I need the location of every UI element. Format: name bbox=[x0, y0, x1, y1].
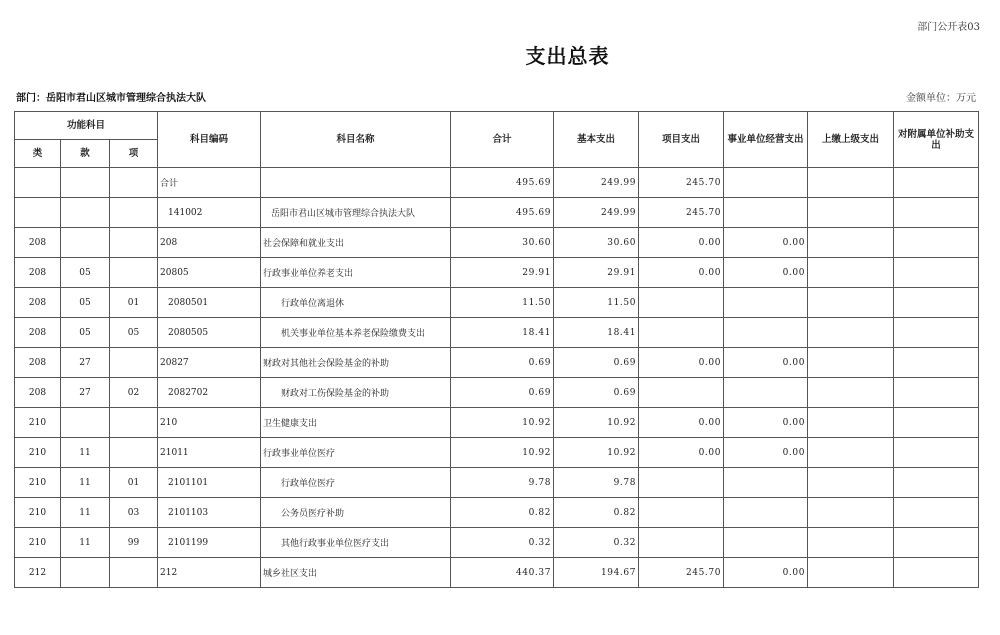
cell-total: 495.69 bbox=[451, 198, 554, 228]
cell-total: 0.32 bbox=[451, 528, 554, 558]
cell-basic: 10.92 bbox=[554, 408, 639, 438]
cell-kuan: 11 bbox=[61, 528, 110, 558]
cell-basic: 249.99 bbox=[554, 168, 639, 198]
cell-xiang bbox=[110, 258, 158, 288]
header-total: 合计 bbox=[451, 112, 554, 168]
cell-upper bbox=[808, 228, 894, 258]
cell-business bbox=[724, 198, 808, 228]
cell-subject-code: 2080501 bbox=[158, 288, 261, 318]
cell-subject-name: 行政事业单位养老支出 bbox=[261, 258, 451, 288]
cell-xiang: 03 bbox=[110, 498, 158, 528]
cell-project: 0.00 bbox=[639, 228, 724, 258]
cell-total: 18.41 bbox=[451, 318, 554, 348]
cell-lei bbox=[15, 168, 61, 198]
table-row bbox=[15, 318, 979, 348]
cell-basic: 194.67 bbox=[554, 558, 639, 588]
cell-basic: 0.82 bbox=[554, 498, 639, 528]
table-row bbox=[15, 558, 979, 588]
cell-kuan: 11 bbox=[61, 438, 110, 468]
cell-lei: 210 bbox=[15, 528, 61, 558]
cell-subject-name: 其他行政事业单位医疗支出 bbox=[261, 528, 451, 558]
cell-project: 0.00 bbox=[639, 348, 724, 378]
cell-total: 0.82 bbox=[451, 498, 554, 528]
cell-subsidy bbox=[894, 498, 979, 528]
cell-kuan: 05 bbox=[61, 318, 110, 348]
cell-lei: 208 bbox=[15, 318, 61, 348]
cell-xiang: 05 bbox=[110, 318, 158, 348]
cell-basic: 30.60 bbox=[554, 228, 639, 258]
cell-lei: 210 bbox=[15, 498, 61, 528]
cell-project bbox=[639, 318, 724, 348]
table-row bbox=[15, 468, 979, 498]
cell-lei: 208 bbox=[15, 258, 61, 288]
cell-subject-name: 社会保障和就业支出 bbox=[261, 228, 451, 258]
cell-xiang bbox=[110, 558, 158, 588]
table-row bbox=[15, 438, 979, 468]
cell-basic: 11.50 bbox=[554, 288, 639, 318]
cell-subject-name: 财政对工伤保险基金的补助 bbox=[261, 378, 451, 408]
header-func-subject: 功能科目 bbox=[15, 112, 158, 140]
header-upper-payment: 上缴上级支出 bbox=[808, 112, 894, 168]
cell-subsidy bbox=[894, 408, 979, 438]
cell-lei bbox=[15, 198, 61, 228]
cell-upper bbox=[808, 558, 894, 588]
cell-subject-name: 机关事业单位基本养老保险缴费支出 bbox=[261, 318, 451, 348]
cell-total: 495.69 bbox=[451, 168, 554, 198]
table-row bbox=[15, 348, 979, 378]
cell-xiang bbox=[110, 168, 158, 198]
cell-subsidy bbox=[894, 318, 979, 348]
header-xiang: 项 bbox=[110, 140, 158, 168]
cell-kuan bbox=[61, 168, 110, 198]
cell-subject-code: 20805 bbox=[158, 258, 261, 288]
amount-unit-label: 金额单位：万元 bbox=[906, 93, 976, 104]
cell-business bbox=[724, 318, 808, 348]
cell-project: 0.00 bbox=[639, 438, 724, 468]
cell-business bbox=[724, 468, 808, 498]
cell-upper bbox=[808, 288, 894, 318]
cell-project: 245.70 bbox=[639, 198, 724, 228]
cell-total: 440.37 bbox=[451, 558, 554, 588]
cell-basic: 9.78 bbox=[554, 468, 639, 498]
table-row bbox=[15, 288, 979, 318]
cell-subject-code: 合计 bbox=[158, 168, 261, 198]
cell-upper bbox=[808, 468, 894, 498]
cell-subject-code: 2080505 bbox=[158, 318, 261, 348]
cell-lei: 208 bbox=[15, 228, 61, 258]
cell-lei: 210 bbox=[15, 408, 61, 438]
expenditure-summary-table bbox=[14, 111, 979, 588]
cell-basic: 10.92 bbox=[554, 438, 639, 468]
cell-total: 30.60 bbox=[451, 228, 554, 258]
cell-lei: 208 bbox=[15, 348, 61, 378]
cell-basic: 0.32 bbox=[554, 528, 639, 558]
cell-kuan bbox=[61, 228, 110, 258]
table-row bbox=[15, 198, 979, 228]
cell-subsidy bbox=[894, 198, 979, 228]
cell-project bbox=[639, 378, 724, 408]
cell-business: 0.00 bbox=[724, 258, 808, 288]
cell-kuan bbox=[61, 558, 110, 588]
cell-upper bbox=[808, 378, 894, 408]
cell-project bbox=[639, 468, 724, 498]
table-body bbox=[15, 168, 979, 588]
cell-upper bbox=[808, 438, 894, 468]
cell-subject-code: 2082702 bbox=[158, 378, 261, 408]
cell-upper bbox=[808, 348, 894, 378]
cell-kuan: 05 bbox=[61, 258, 110, 288]
cell-upper bbox=[808, 258, 894, 288]
cell-kuan bbox=[61, 408, 110, 438]
cell-kuan bbox=[61, 198, 110, 228]
cell-upper bbox=[808, 168, 894, 198]
cell-basic: 0.69 bbox=[554, 348, 639, 378]
cell-xiang bbox=[110, 198, 158, 228]
cell-lei: 208 bbox=[15, 288, 61, 318]
form-number: 部门公开表03 bbox=[917, 22, 980, 33]
cell-upper bbox=[808, 198, 894, 228]
cell-subsidy bbox=[894, 558, 979, 588]
cell-kuan: 27 bbox=[61, 378, 110, 408]
cell-basic: 0.69 bbox=[554, 378, 639, 408]
cell-subsidy bbox=[894, 168, 979, 198]
cell-subject-code: 212 bbox=[158, 558, 261, 588]
cell-subject-code: 2101103 bbox=[158, 498, 261, 528]
cell-xiang bbox=[110, 228, 158, 258]
cell-xiang bbox=[110, 438, 158, 468]
cell-subject-name: 岳阳市君山区城市管理综合执法大队 bbox=[261, 198, 451, 228]
cell-kuan: 27 bbox=[61, 348, 110, 378]
cell-business: 0.00 bbox=[724, 348, 808, 378]
cell-project: 245.70 bbox=[639, 558, 724, 588]
cell-subsidy bbox=[894, 288, 979, 318]
cell-subject-code: 210 bbox=[158, 408, 261, 438]
table-row bbox=[15, 408, 979, 438]
cell-subject-name: 城乡社区支出 bbox=[261, 558, 451, 588]
cell-business: 0.00 bbox=[724, 438, 808, 468]
cell-lei: 210 bbox=[15, 438, 61, 468]
cell-total: 29.91 bbox=[451, 258, 554, 288]
cell-project: 0.00 bbox=[639, 408, 724, 438]
table-row bbox=[15, 228, 979, 258]
cell-subsidy bbox=[894, 348, 979, 378]
cell-total: 9.78 bbox=[451, 468, 554, 498]
cell-subject-code: 21011 bbox=[158, 438, 261, 468]
table-row bbox=[15, 168, 979, 198]
cell-subsidy bbox=[894, 528, 979, 558]
cell-upper bbox=[808, 528, 894, 558]
cell-xiang bbox=[110, 408, 158, 438]
cell-xiang: 02 bbox=[110, 378, 158, 408]
header-subject-code: 科目编码 bbox=[158, 112, 261, 168]
cell-subject-name: 卫生健康支出 bbox=[261, 408, 451, 438]
header-kuan: 款 bbox=[61, 140, 110, 168]
cell-subject-name: 行政单位医疗 bbox=[261, 468, 451, 498]
cell-upper bbox=[808, 318, 894, 348]
cell-subsidy bbox=[894, 438, 979, 468]
cell-xiang: 01 bbox=[110, 468, 158, 498]
cell-total: 10.92 bbox=[451, 438, 554, 468]
cell-business: 0.00 bbox=[724, 228, 808, 258]
cell-project: 245.70 bbox=[639, 168, 724, 198]
cell-subject-code: 141002 bbox=[158, 198, 261, 228]
cell-xiang bbox=[110, 348, 158, 378]
cell-subject-code: 2101199 bbox=[158, 528, 261, 558]
cell-basic: 29.91 bbox=[554, 258, 639, 288]
table-row bbox=[15, 498, 979, 528]
cell-total: 11.50 bbox=[451, 288, 554, 318]
cell-subject-name: 公务员医疗补助 bbox=[261, 498, 451, 528]
table-row bbox=[15, 528, 979, 558]
cell-business bbox=[724, 378, 808, 408]
cell-project bbox=[639, 498, 724, 528]
cell-subsidy bbox=[894, 228, 979, 258]
cell-lei: 212 bbox=[15, 558, 61, 588]
cell-total: 0.69 bbox=[451, 378, 554, 408]
page-title: 支出总表 bbox=[525, 44, 610, 68]
header-business-expenditure: 事业单位经营支出 bbox=[724, 112, 808, 168]
cell-basic: 18.41 bbox=[554, 318, 639, 348]
header-subject-name: 科目名称 bbox=[261, 112, 451, 168]
cell-upper bbox=[808, 498, 894, 528]
cell-business bbox=[724, 498, 808, 528]
header-subsidiary-subsidy: 对附属单位补助支出 bbox=[894, 112, 979, 168]
cell-total: 10.92 bbox=[451, 408, 554, 438]
cell-basic: 249.99 bbox=[554, 198, 639, 228]
cell-subject-name bbox=[261, 168, 451, 198]
cell-subject-code: 208 bbox=[158, 228, 261, 258]
cell-business: 0.00 bbox=[724, 408, 808, 438]
cell-xiang: 99 bbox=[110, 528, 158, 558]
cell-subsidy bbox=[894, 258, 979, 288]
cell-subject-code: 2101101 bbox=[158, 468, 261, 498]
cell-lei: 208 bbox=[15, 378, 61, 408]
cell-subject-name: 行政单位离退休 bbox=[261, 288, 451, 318]
cell-project bbox=[639, 528, 724, 558]
cell-subject-code: 20827 bbox=[158, 348, 261, 378]
cell-kuan: 05 bbox=[61, 288, 110, 318]
cell-subject-name: 财政对其他社会保险基金的补助 bbox=[261, 348, 451, 378]
table-row bbox=[15, 258, 979, 288]
cell-kuan: 11 bbox=[61, 468, 110, 498]
cell-project bbox=[639, 288, 724, 318]
cell-total: 0.69 bbox=[451, 348, 554, 378]
cell-subject-name: 行政事业单位医疗 bbox=[261, 438, 451, 468]
cell-subsidy bbox=[894, 378, 979, 408]
header-basic-expenditure: 基本支出 bbox=[554, 112, 639, 168]
cell-upper bbox=[808, 408, 894, 438]
table-row bbox=[15, 378, 979, 408]
cell-business bbox=[724, 528, 808, 558]
cell-business: 0.00 bbox=[724, 558, 808, 588]
department-label: 部门：岳阳市君山区城市管理综合执法大队 bbox=[16, 93, 206, 104]
cell-business bbox=[724, 168, 808, 198]
cell-kuan: 11 bbox=[61, 498, 110, 528]
cell-subsidy bbox=[894, 468, 979, 498]
header-project-expenditure: 项目支出 bbox=[639, 112, 724, 168]
cell-business bbox=[724, 288, 808, 318]
header-lei: 类 bbox=[15, 140, 61, 168]
cell-project: 0.00 bbox=[639, 258, 724, 288]
cell-xiang: 01 bbox=[110, 288, 158, 318]
cell-lei: 210 bbox=[15, 468, 61, 498]
